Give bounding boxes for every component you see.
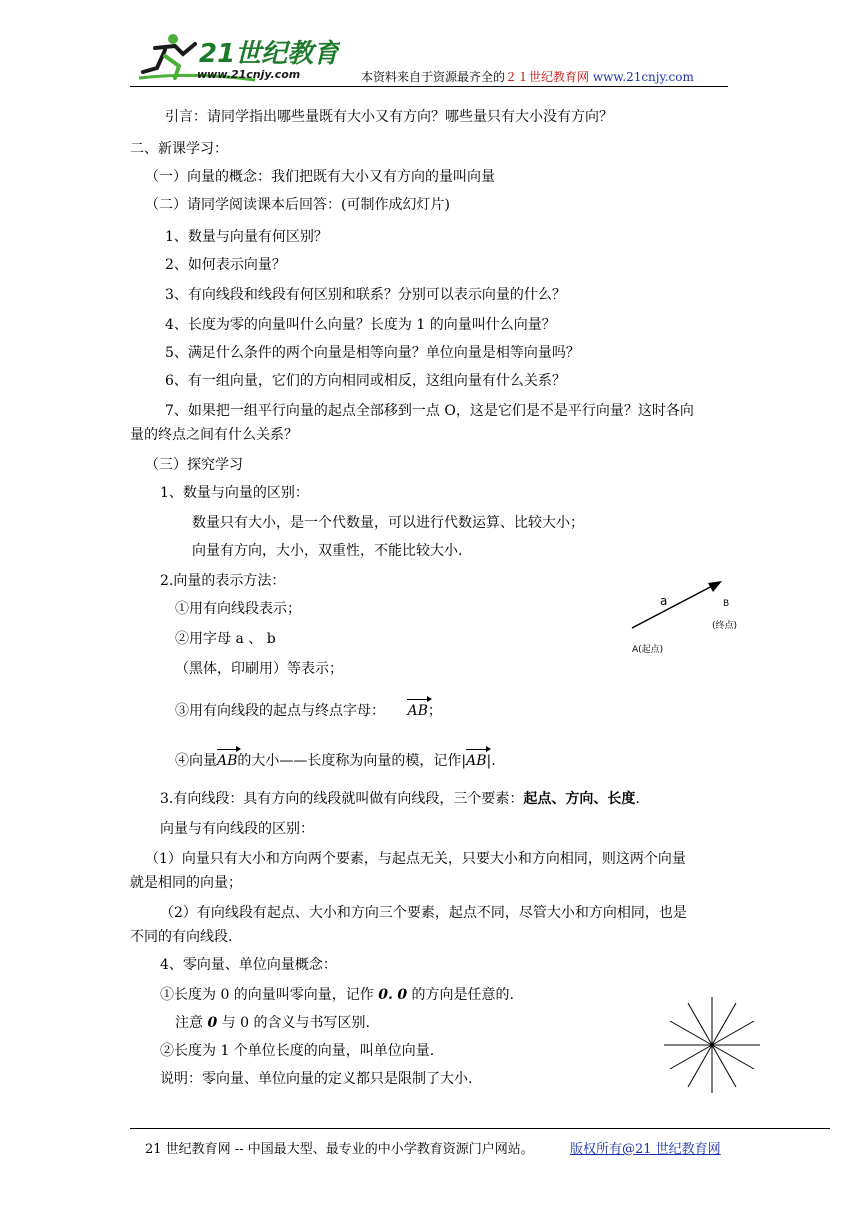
question-4: 4、长度为零的向量叫什么向量？长度为 1 的向量叫什么向量？	[165, 317, 556, 333]
zero-symbol-2: 0	[397, 987, 408, 1003]
vector-arrow-line	[632, 584, 716, 628]
zero-symbol: 0.	[378, 987, 393, 1003]
note-pre: 注意	[175, 1015, 208, 1031]
zero-vector-star-figure	[655, 995, 770, 1095]
label-start: A(起点)	[632, 645, 664, 655]
explore-3-text: 3.有向线段：具有方向的线段就叫做有向线段，三个要素：	[160, 791, 524, 807]
intro-text: 引言：请同学指出哪些量既有大小又有方向？哪些量只有大小没有方向？	[165, 109, 613, 125]
directed-segment-figure	[610, 570, 760, 665]
label-a: a	[660, 594, 668, 608]
question-6: 6、有一组向量，它们的方向相同或相反，这组向量有什么关系？	[165, 373, 566, 389]
header-site-link[interactable]: ２１世纪教育网	[505, 70, 590, 84]
definition-note: 说明：零向量、单位向量的定义都只是限制了大小.	[160, 1071, 473, 1087]
logo-url: www.21cnjy.com	[197, 68, 301, 81]
item-3-end: ；	[427, 703, 442, 719]
question-3: 3、有向线段和线段有何区别和联系？分别可以表示向量的什么？	[165, 287, 566, 303]
vector-arrowhead	[708, 581, 722, 592]
label-end: (终点)	[712, 621, 738, 631]
explore-3-elements: 起点、方向、长度	[523, 791, 636, 807]
item-4-mid: 的大小——长度称为向量的模，记作|	[237, 753, 467, 769]
logo-text: 21世纪教育	[199, 39, 340, 69]
footer-text: 21 世纪教育网 -- 中国最大型、最专业的中小学教育资源门户网站。	[145, 1142, 534, 1157]
difference-heading: 向量与有向线段的区别：	[160, 821, 314, 837]
explore-4-title: 4、零向量、单位向量概念：	[160, 957, 337, 973]
item-4-post: |.	[486, 753, 496, 769]
explore-1-title: 1、数量与向量的区别：	[160, 485, 309, 501]
zero-def-text: ①长度为 0 的向量叫零向量，记作	[160, 987, 379, 1003]
explore-2-item-2-note: （黑体，印刷用）等表示；	[175, 661, 343, 677]
site-logo	[135, 30, 340, 85]
difference-1-line1: （1）向量只有大小和方向两个要素，与起点无关，只要大小和方向相同，则这两个向量	[145, 851, 686, 867]
footer-copyright-link[interactable]: 版权所有@21 世纪教育网	[570, 1142, 721, 1157]
explore-2-title: 2.向量的表示方法：	[160, 573, 286, 589]
difference-2-line1: （2）有向线段有起点、大小和方向三个要素，起点不同，尽管大小和方向相同，也是	[160, 905, 687, 921]
header-divider	[130, 86, 728, 87]
footer-divider	[130, 1128, 830, 1129]
difference-2-line2: 不同的有向线段.	[130, 929, 233, 945]
vector-ab-notation: AB	[407, 703, 428, 719]
zero-def-end: 的方向是任意的.	[407, 987, 514, 1003]
question-7-line1: 7、如果把一组平行向量的起点全部移到一点 O，这是它们是不是平行向量？这时各向	[165, 403, 694, 419]
explore-2-item-4	[175, 750, 496, 772]
zero-vector-def	[160, 984, 514, 1006]
zero-symbol-bold: 0	[207, 1015, 218, 1031]
header-url-link[interactable]: www.21cnjy.com	[592, 70, 694, 84]
subsection-concept: （一）向量的概念：我们把既有大小又有方向的量叫向量	[145, 169, 495, 185]
explore-3-title	[160, 788, 640, 810]
subsection-questions: （二）请同学阅读课本后回答：(可制作成幻灯片)	[145, 197, 450, 213]
question-2: 2、如何表示向量？	[165, 257, 286, 273]
item-3-text: ③用有向线段的起点与终点字母：	[175, 703, 385, 719]
explore-1-vector: 向量有方向，大小，双重性，不能比较大小.	[192, 543, 463, 559]
question-5: 5、满足什么条件的两个向量是相等向量？单位向量是相等向量吗？	[165, 345, 580, 361]
explore-2-item-3	[175, 700, 442, 722]
subsection-explore: （三）探究学习	[145, 457, 243, 473]
note-post: 与 0 的含义与书写区别.	[217, 1015, 370, 1031]
unit-vector-def: ②长度为 1 个单位长度的向量，叫单位向量.	[160, 1043, 435, 1059]
vector-ab-notation: AB	[466, 753, 487, 769]
question-7-line2: 量的终点之间有什么关系？	[130, 427, 298, 443]
section-heading: 二、新课学习：	[130, 141, 228, 157]
zero-vector-note	[175, 1012, 370, 1034]
header-prefix: 本资料来自于资源最齐全的	[361, 70, 506, 84]
difference-1-line2: 就是相同的向量；	[130, 875, 242, 891]
item-4-pre: ④向量	[175, 753, 217, 769]
explore-2-item-1: ①用有向线段表示；	[175, 601, 301, 617]
explore-2-item-2: ②用字母 a 、 b	[175, 631, 276, 647]
vector-ab-notation: AB	[217, 753, 238, 769]
explore-3-end: .	[635, 791, 640, 807]
explore-1-scalar: 数量只有大小，是一个代数量，可以进行代数运算、比较大小；	[192, 515, 584, 531]
question-1: 1、数量与向量有何区别？	[165, 229, 328, 245]
star-lines	[664, 997, 760, 1093]
header-banner	[361, 68, 694, 85]
label-b: B	[723, 599, 730, 609]
